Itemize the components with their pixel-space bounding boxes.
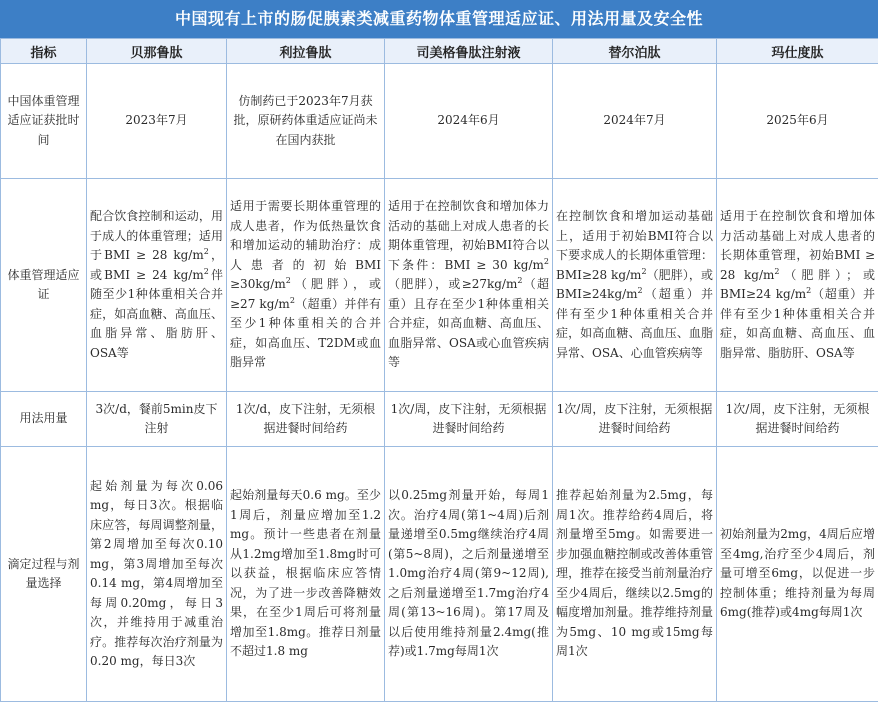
table-cell: 适用于在控制饮食和增加体力活动基础上对成人患者的长期体重管理，初始BMI ≥ 28 $kg/m^2$（肥胖）；或BMI≥24 $kg/m^2$（超重）并伴有至少1种体重相关合并症，如高血糖、高血压、血脂异常、脂肪肝、OSA等 bbox=[717, 179, 878, 392]
table-cell: 3次/d，餐前5min皮下注射 bbox=[87, 392, 227, 447]
table-cell: 推荐起始剂量为2.5mg，每周1次。推荐给药4周后，将剂量增至5mg。如需要进一步加强血糖控制或改善体重管理，推荐在接受当前剂量治疗至少4周后，继续以2.5mg的幅度增加剂量。推荐维持剂量为5mg、10 mg或15mg每周1次 bbox=[553, 447, 717, 702]
table-cell: 配合饮食控制和运动，用于成人的体重管理；适用于BMI ≥ 28 $kg/m^2$，或BMI ≥ 24 $kg/m^2$伴随至少1种体重相关合并症，如高血糖、高血压、血脂异常、脂肪肝、OSA等 bbox=[87, 179, 227, 392]
table-cell: 1次/d，皮下注射，无须根据进餐时间给药 bbox=[227, 392, 385, 447]
table-cell: 2024年7月 bbox=[553, 64, 717, 179]
table-cell: 1次/周，皮下注射，无须根据进餐时间给药 bbox=[553, 392, 717, 447]
col-header-metric: 指标 bbox=[1, 39, 87, 64]
table-cell: 仿制药已于2023年7月获批，原研药体重适应证尚未在国内获批 bbox=[227, 64, 385, 179]
col-header-liraglutide: 利拉鲁肽 bbox=[227, 39, 385, 64]
table-cell: 适用于需要长期体重管理的成人患者，作为低热量饮食和增加运动的辅助治疗：成人患者的初始BMI $\ge 30kg/m^2$（肥胖），或≥27 $kg/m^2$（超重）并伴有至少1种体重相关的合并症，如高血压、T2DM或血脂异常 bbox=[227, 179, 385, 392]
table-cell: 适用于在控制饮食和增加体力活动的基础上对成人患者的长期体重管理，初始BMI符合以下条件：BMI ≥ 30 $kg/m^2$（肥胖），或$\ge 27kg/m^2$（超重）且存在至少1种体重相关合并症，如高血糖、高血压、血脂异常、OSA或心血管疾病等 bbox=[385, 179, 553, 392]
table-cell: 2025年6月 bbox=[717, 64, 878, 179]
comparison-table bbox=[0, 38, 878, 702]
table-cell: 2024年6月 bbox=[385, 64, 553, 179]
table-row bbox=[1, 447, 878, 702]
table-cell: 起始剂量每天0.6 mg。至少1周后，剂量应增加至1.2 mg。预计一些患者在剂量从1.2mg增加至1.8mg时可以获益，根据临床应答情况，为了进一步改善降糖效果，在至少1周后可将剂量增加至1.8mg。推荐日剂量不超过1.8 mg bbox=[227, 447, 385, 702]
table-cell: 1次/周，皮下注射，无须根据进餐时间给药 bbox=[717, 392, 878, 447]
col-header-mazdutide: 玛仕度肽 bbox=[717, 39, 878, 64]
col-header-tirzepatide: 替尔泊肽 bbox=[553, 39, 717, 64]
table-cell: 起始剂量为每次0.06 mg，每日3次。根据临床应答，每周调整剂量，第2周增加至每次0.10 mg，第3周增加至每次0.14 mg，第4周增加至每周0.20mg，每日3次，并维持用于减重治疗。推荐每次治疗剂量为0.20 mg，每日3次 bbox=[87, 447, 227, 702]
table-title: 中国现有上市的肠促胰素类减重药物体重管理适应证、用法用量及安全性 bbox=[0, 0, 878, 38]
col-header-semaglutide: 司美格鲁肽注射液 bbox=[385, 39, 553, 64]
table-cell: 在控制饮食和增加运动基础上，适用于初始BMI符合以下要求成人的长期体重管理：BMI≥28 $kg/m^2$（肥胖），或$BMI\ge 24kg/m^2$（超重）并伴有至少1种体重相关合并症，如高血糖、高血压、血脂异常、OSA、心血管疾病等 bbox=[553, 179, 717, 392]
col-header-beinaglutide: 贝那鲁肽 bbox=[87, 39, 227, 64]
row-label-dosage: 用法用量 bbox=[1, 392, 87, 447]
header-row bbox=[1, 39, 878, 64]
row-label-approval: 中国体重管理适应证获批时间 bbox=[1, 64, 87, 179]
row-label-indication: 体重管理适应证 bbox=[1, 179, 87, 392]
table-cell: 初始剂量为2mg，4周后应增至4mg,治疗至少4周后，剂量可增至6mg，以促进一步控制体重；维持剂量为每周6mg(推荐)或4mg每周1次 bbox=[717, 447, 878, 702]
table-cell: 2023年7月 bbox=[87, 64, 227, 179]
table-row bbox=[1, 179, 878, 392]
table-cell: 以0.25mg剂量开始，每周1次。治疗4周(第1~4周)后剂量递增至0.5mg继续治疗4周(第5~8周)，之后剂量递增至1.0mg治疗4周(第9~12周),之后剂量递增至1.7mg治疗4周(第13~16周)。第17周及以后使用维持剂量2.4mg(推荐)或1.7mg每周1次 bbox=[385, 447, 553, 702]
table-row bbox=[1, 64, 878, 179]
row-label-titration: 滴定过程与剂量选择 bbox=[1, 447, 87, 702]
table-cell: 1次/周，皮下注射，无须根据进餐时间给药 bbox=[385, 392, 553, 447]
table-row bbox=[1, 392, 878, 447]
